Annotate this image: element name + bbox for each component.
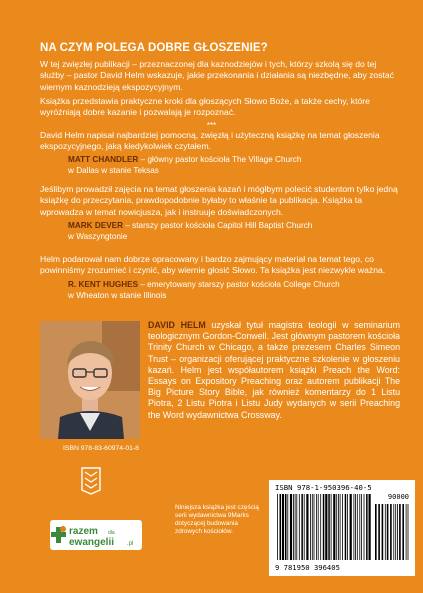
brand-word-3: ewangelii: [69, 537, 115, 548]
barcode: [269, 480, 415, 576]
author-name: DAVID HELM: [148, 320, 206, 330]
author-photo: [40, 321, 140, 439]
publisher-logo-icon: [80, 466, 102, 496]
endorser-place: w Wheaton w stanie Illinois: [68, 290, 167, 300]
endorser-role: – emerytowany starszy pastor kościoła College Church: [138, 280, 340, 289]
endorsement-attribution-3: [68, 280, 398, 302]
separator-stars: ***: [206, 121, 217, 130]
endorsement-attribution-1: [68, 155, 398, 177]
brand-tld: .pl: [127, 541, 134, 547]
isbn-text: ISBN 978-83-60974-01-8: [63, 445, 139, 452]
author-bio: [148, 320, 400, 421]
barcode-addon-number: 90000: [387, 493, 409, 501]
endorsement-attribution-2: [68, 221, 398, 243]
brand-logo: [50, 520, 142, 550]
endorser-place: w Waszyngtonie: [68, 231, 128, 241]
barcode-bars: [275, 494, 411, 564]
endorser-place: w Dallas w stanie Teksas: [68, 165, 159, 175]
endorser-name: MATT CHANDLER: [68, 155, 139, 164]
endorser-name: MARK DEVER: [68, 221, 124, 230]
barcode-isbn-label: ISBN 978-1-950396-40-5: [275, 483, 372, 492]
endorsement-text-2: Jeślibym prowadził zajęcia na temat głoszenia kazań i mógłbym polecić studentom tylko jedną książkę do przeczytania, prawdopodobnie byłaby to właśnie ta publikacja. Książka ta wprowadza w temat nowicjusza, jak i instruuje doświadczonych.: [40, 184, 398, 217]
intro-paragraph-1: W tej zwięzłej publikacji – przeznaczonej dla kaznodziejów i tych, którzy szkolą się do tej służby – pastor David Helm wskazuje, jakie przekonania i działania są niezbędne, aby zostać wiernym kaznodzieją ekspozycyjnym.: [40, 59, 394, 92]
endorser-name: R. KENT HUGHES: [68, 280, 139, 289]
barcode-digits: 9 781950 396405: [275, 563, 340, 572]
intro-paragraph-2: Książka przedstawia praktyczne kroki dla głoszących Słowo Boże, a także cechy, które wyróżniają dobre kazanie i pozwalają je rozpoznać.: [40, 96, 370, 118]
cover-heading: NA CZYM POLEGA DOBRE GŁOSZENIE?: [40, 42, 268, 54]
endorsement-text-1: David Helm napisał najbardziej pomocną, zwięzłą i użyteczną książkę na temat głoszenia ekspozycyjnego, jaką kiedykolwiek czytałem.: [40, 130, 380, 152]
endorsement-text-3: Helm podarował nam dobrze opracowany i bardzo zajmujący materiał na temat tego, co powinniśmy zrozumieć i czynić, aby wiernie głosić Słowo. Ta książka jest niezwykle ważna.: [40, 254, 386, 276]
brand-word-2: dla: [108, 530, 115, 536]
series-note: Niniejsza książka jest częścią serii wydawnictwa 9Marks dotyczącej budowania zdrowych kościołów.: [175, 504, 259, 536]
brand-word-1: razem: [69, 526, 98, 537]
author-bio-text: uzyskał tytuł magistra teologii w seminarium teologicznym Gordon-Conwell. Jest głównym pastorem kościoła Trinity Church w Chicago, a także prezesem Charles Simeon Trust – organizacji oferującej praktyczne szkolenie w głoszeniu kazań. Helm jest współautorem książki Preach the Word: Essays on Expository Preaching oraz autorem publikacji The Big Picture Story Bible, jak również komentarzy do 1 Listu Piotra, 2 Listu Piotra i Listu Judy wydanych w serii Preaching the Word wydawnictwa Crossway.: [148, 320, 400, 420]
endorser-role: – główny pastor kościoła The Village Church: [138, 155, 302, 164]
endorser-role: – starszy pastor kościoła Capitol Hill Baptist Church: [123, 221, 313, 230]
